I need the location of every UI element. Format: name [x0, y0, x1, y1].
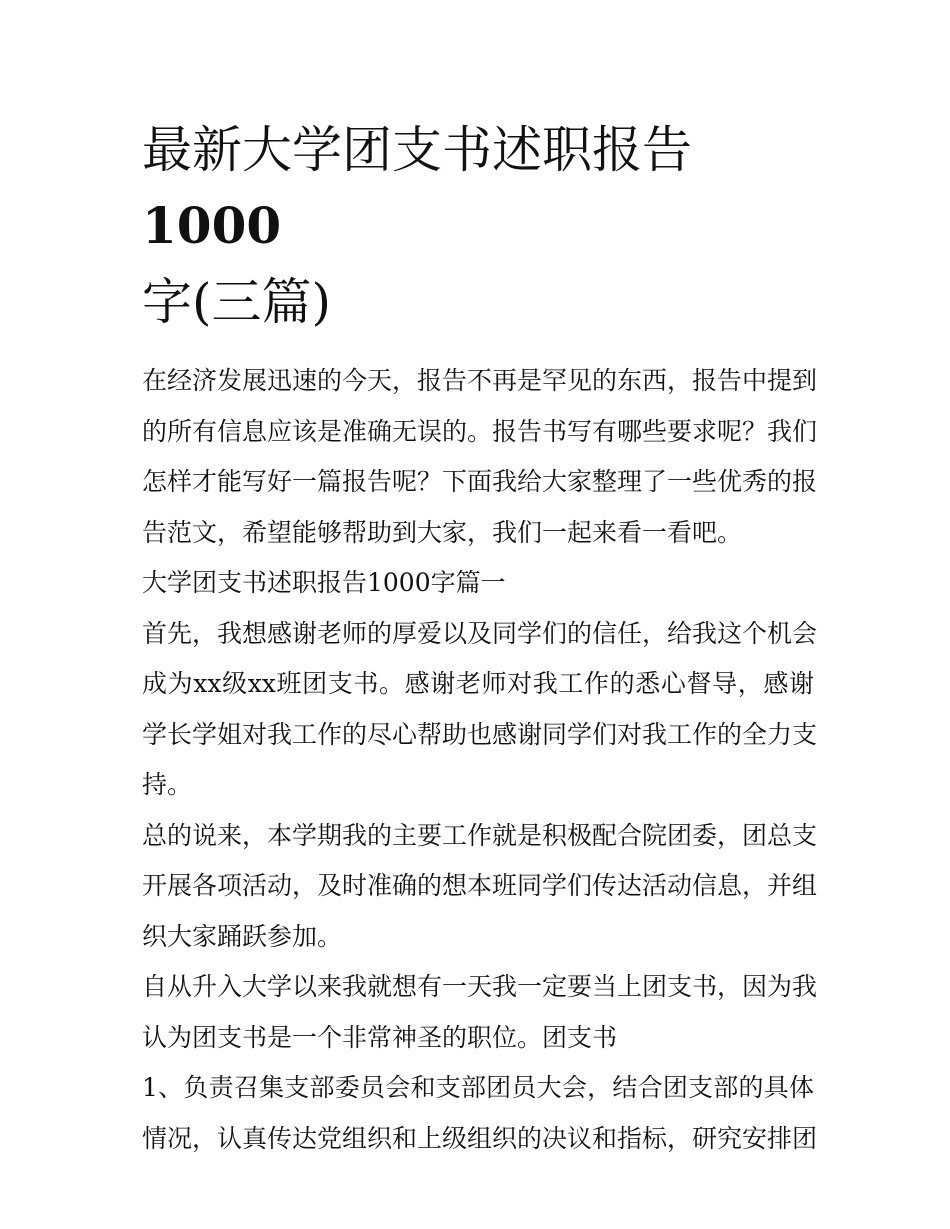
paragraph-line: 的所有信息应该是准确无误的。报告书写有哪些要求呢？我们: [142, 416, 818, 446]
intro-paragraph: [142, 356, 818, 558]
summary-paragraph: [142, 811, 818, 963]
paragraph-line: 总的说来，本学期我的主要工作就是积极配合院团委，团总支: [142, 820, 818, 850]
paragraph-line: 情况，认真传达党组织和上级组织的决议和指标，研究安排团: [142, 1123, 818, 1153]
paragraph-line: 在经济发展迅速的今天，报告不再是罕见的东西，报告中提到: [142, 366, 818, 395]
paragraph-line: 首先，我想感谢老师的厚爱以及同学们的信任，给我这个机会: [142, 618, 818, 648]
document-content: [142, 112, 818, 1164]
paragraph-line: 持。: [142, 770, 193, 799]
section-heading-text: 大学团支书述职报告1000字篇一: [142, 568, 506, 597]
title-main: 最新大学团支书述职报告: [142, 121, 692, 179]
paragraph-line: 自从升入大学以来我就想有一天我一定要当上团支书，因为我: [142, 972, 818, 1001]
paragraph-line: 成为xx级xx班团支书。感谢老师对我工作的悉心督导，感谢: [142, 669, 814, 698]
section-heading: [142, 558, 814, 609]
paragraph-line: 织大家踊跃参加。: [142, 921, 343, 951]
thanks-paragraph: [142, 609, 818, 811]
aspiration-paragraph: [142, 962, 818, 1063]
paragraph-line: 怎样才能写好一篇报告呢？下面我给大家整理了一些优秀的报: [142, 467, 818, 496]
paragraph-line: 认为团支书是一个非常神圣的职位。团支书: [142, 1022, 618, 1052]
paragraph-line: 1、负责召集支部委员会和支部团员大会，结合团支部的具体: [142, 1073, 814, 1102]
paragraph-line: 告范文，希望能够帮助到大家，我们一起来看一看吧。: [142, 517, 743, 547]
duties-paragraph: [142, 1063, 818, 1164]
title-suffix: 字(三篇): [142, 273, 332, 331]
paragraph-line: 学长学姐对我工作的尽心帮助也感谢同学们对我工作的全力支: [142, 719, 818, 749]
paragraph-line: 开展各项活动，及时准确的想本班同学们传达活动信息，并组: [142, 871, 818, 900]
title-number: 1000: [142, 196, 282, 255]
document-title: [142, 112, 814, 340]
